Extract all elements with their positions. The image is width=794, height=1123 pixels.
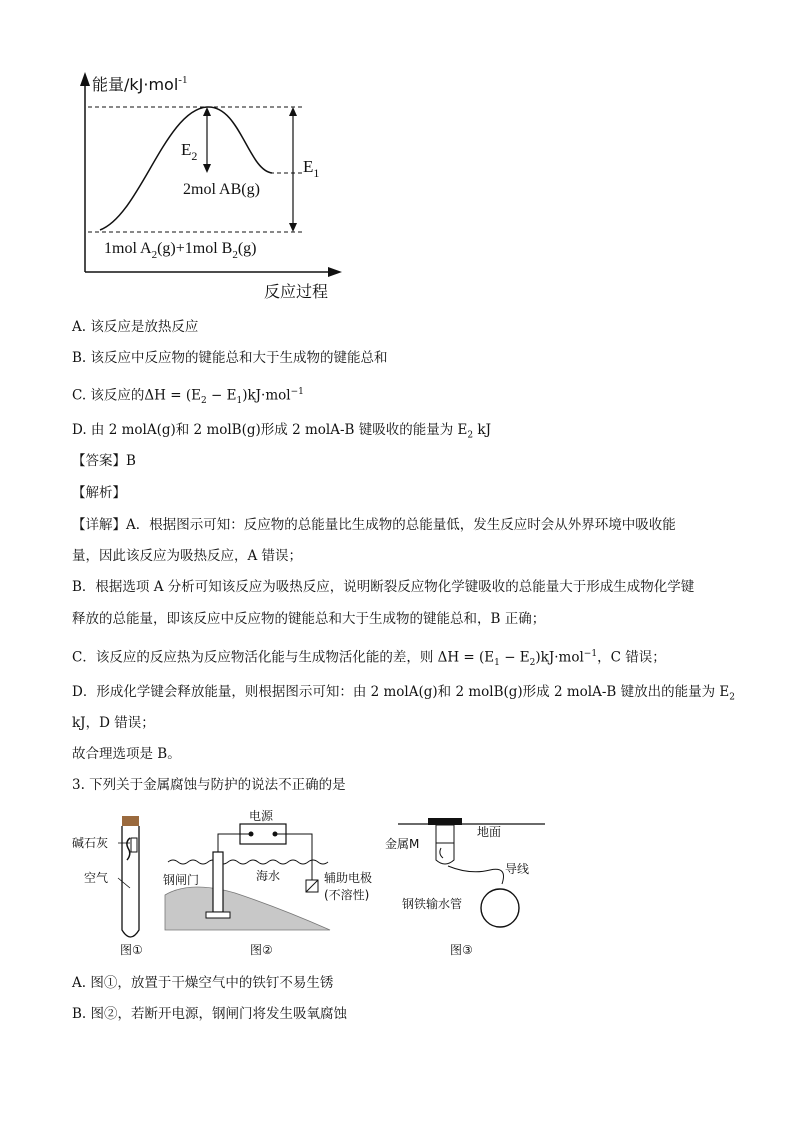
reactant-label: 1mol $A_2(g)+1mol$ $B_2(g)$: [104, 240, 257, 261]
seawater-label: 海水: [256, 869, 281, 883]
product-label: 2mol AB(g): [183, 181, 260, 198]
metal-m-label: 金属M: [385, 837, 420, 851]
soda-lime-label: 碱石灰: [72, 836, 109, 850]
figure-3-sacrificial-anode: [385, 818, 545, 957]
energy-diagram: [0, 0, 794, 310]
q3-option-a: A. 图①，放置于干燥空气中的铁钉不易生锈: [72, 975, 334, 991]
energy-curve: [100, 107, 272, 230]
figure-3-caption: 图③: [450, 943, 473, 957]
gate-label: 钢闸门: [163, 873, 200, 887]
air-label: 空气: [84, 871, 109, 885]
steel-water-pipe: [481, 889, 519, 927]
connecting-wire: [448, 866, 504, 884]
x-axis-arrowhead: [328, 267, 342, 277]
q2-option-c: C. 该反应的$\Delta H = (E_2 - E_1)kJ\cdot mol^{-1}$: [72, 387, 304, 407]
figure-2-caption: 图②: [250, 943, 273, 957]
q2-detail-b-line1: B．根据选项 A 分析可知该反应为吸热反应，说明断裂反应物化学键吸收的总能量大于形成生成物化学键: [72, 579, 695, 595]
steel-gate: [213, 852, 223, 912]
figure-1-test-tube: [72, 816, 143, 957]
q3-figures: [0, 800, 794, 970]
aux-electrode-label: 辅助电极: [324, 871, 373, 885]
q2-detail-a-line2: 量，因此该反应为吸热反应，A 错误；: [72, 548, 303, 564]
wire-to-electrode: [275, 834, 312, 880]
x-axis-label: 反应过程: [264, 282, 329, 301]
q2-analysis-title: 【解析】: [72, 485, 126, 501]
ground-label: 地面: [477, 825, 502, 839]
q2-option-b: B. 该反应中反应物的键能总和大于生成物的键能总和: [72, 350, 388, 366]
figure-2-power-gate: [163, 808, 372, 957]
q2-detail-b-line2: 释放的总能量，即该反应中反应物的键能总和大于生成物的键能总和，B 正确；: [72, 611, 546, 627]
q2-detail-a-line1: 【详解】A．根据图示可知：反应物的总能量比生成物的总能量低，发生反应时会从外界环境中吸收能: [72, 517, 676, 533]
q2-conclusion: 故合理选项是 B。: [72, 746, 181, 762]
ground-cap: [428, 818, 462, 825]
soda-lime-packet: [131, 838, 137, 852]
y-axis-label: 能量/kJ·mol$^{-1}$: [92, 74, 188, 94]
q3-stem: 3. 下列关于金属腐蚀与防护的说法不正确的是: [72, 777, 346, 793]
q2-detail-d-line1: D．形成化学键会释放能量，则根据图示可知：由 2 molA(g)和 2 molB(g)形成 2 molA-B 键放出的能量为 $E_2$: [72, 684, 736, 703]
e2-label: $E_2$: [181, 140, 198, 163]
q2-option-a: A. 该反应是放热反应: [72, 319, 199, 335]
q2-detail-d-line2: kJ，D 错误；: [72, 715, 155, 731]
power-label: 电源: [249, 809, 274, 823]
insoluble-label: (不溶性): [324, 888, 370, 902]
seawater-surface: [168, 860, 328, 864]
e1-label: $E_1$: [303, 157, 320, 180]
stopper: [122, 816, 139, 826]
y-axis-arrowhead: [80, 72, 90, 86]
figure-1-caption: 图①: [120, 943, 143, 957]
iron-nail: [127, 838, 130, 860]
wire-label: 导线: [505, 862, 530, 876]
q3-option-b: B. 图②，若断开电源，钢闸门将发生吸氧腐蚀: [72, 1006, 348, 1022]
metal-m-block: [436, 825, 454, 843]
q2-option-d: D. 由 2 molA(g)和 2 molB(g)形成 2 molA-B 键吸收的能量为 $E_2$ kJ: [72, 422, 491, 441]
seabed: [165, 887, 330, 930]
pipe-label: 钢铁输水管: [402, 897, 463, 911]
q2-answer: 【答案】B: [72, 453, 136, 469]
q2-detail-c: C．该反应的反应热为反应物活化能与生成物活化能的差，则 $\Delta H = (E_1 - E_2)kJ\cdot mol^{-1}$，C 错误；: [72, 649, 666, 669]
